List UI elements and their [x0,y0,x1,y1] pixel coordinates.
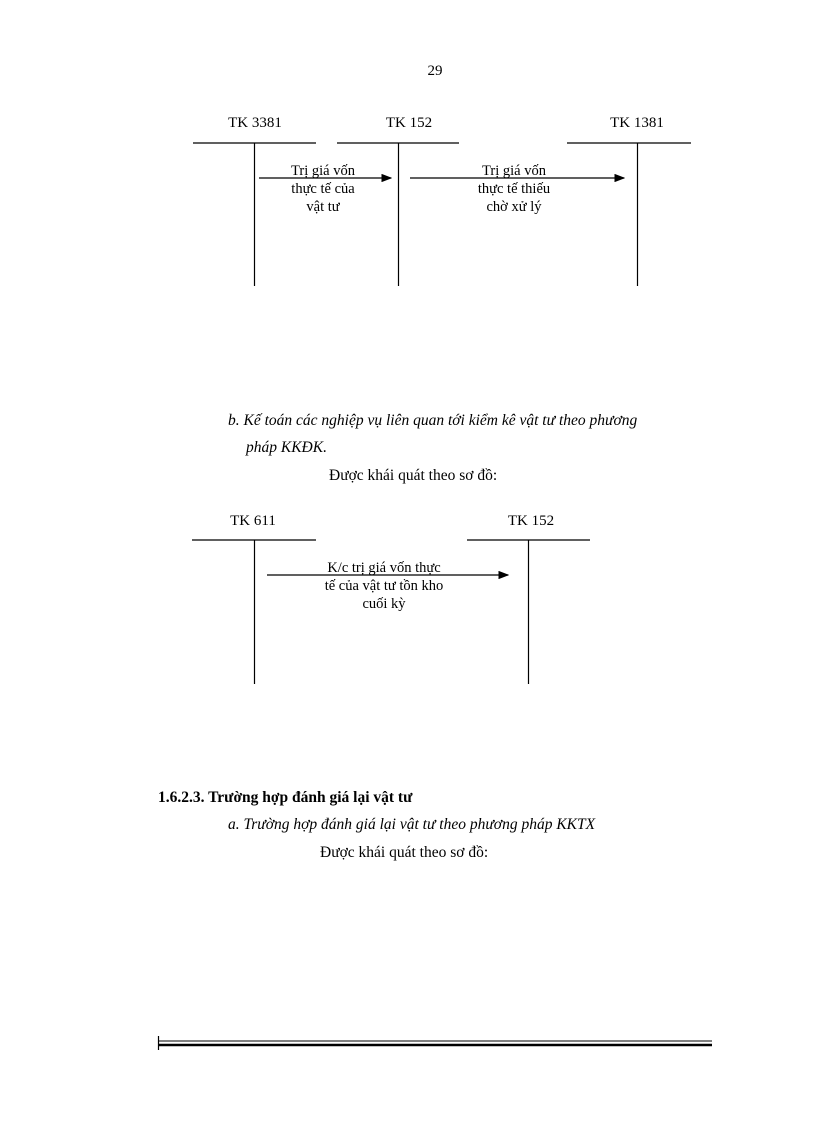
arrow1-caption [291,162,355,216]
arrow3-caption-line: tế của vật tư tồn kho [324,578,444,594]
arrow3-caption-line: K/c trị giá vốn thực [327,560,441,576]
arrow2-caption-line: chờ xử lý [486,199,542,215]
account-label-tk1381: TK 1381 [610,115,664,131]
page-number: 29 [427,63,443,79]
arrow2-caption [478,162,550,216]
section-1623-title: 1.6.2.3. Trường hợp đánh giá lại vật tư [158,789,413,806]
section-b-heading-line2: pháp KKĐK. [246,439,327,456]
account-label-tk611: TK 611 [230,513,276,529]
section-1623-intro: Được khái quát theo sơ đồ: [320,844,489,861]
section-b-intro: Được khái quát theo sơ đồ: [329,467,498,484]
arrow3-caption-line: cuối kỳ [362,596,406,612]
account-label-tk3381: TK 3381 [228,115,282,131]
account-label-tk152: TK 152 [385,115,433,131]
account-label-tk152-b: TK 152 [507,513,555,529]
section-1623-subtitle: a. Trường hợp đánh giá lại vật tư theo phương pháp KKTX [228,816,596,833]
arrow1-caption-line: thực tế của [291,181,355,197]
arrow3-caption [325,559,444,613]
arrow1-caption-line: vật tư [306,199,340,215]
section-b-heading-line1: b. Kế toán các nghiệp vụ liên quan tới kiểm kê vật tư theo phương [228,412,638,429]
arrow2-caption-line: Trị giá vốn [482,163,546,179]
arrow2-caption-line: thực tế thiếu [477,181,551,197]
arrow1-caption-line: Trị giá vốn [291,163,355,179]
